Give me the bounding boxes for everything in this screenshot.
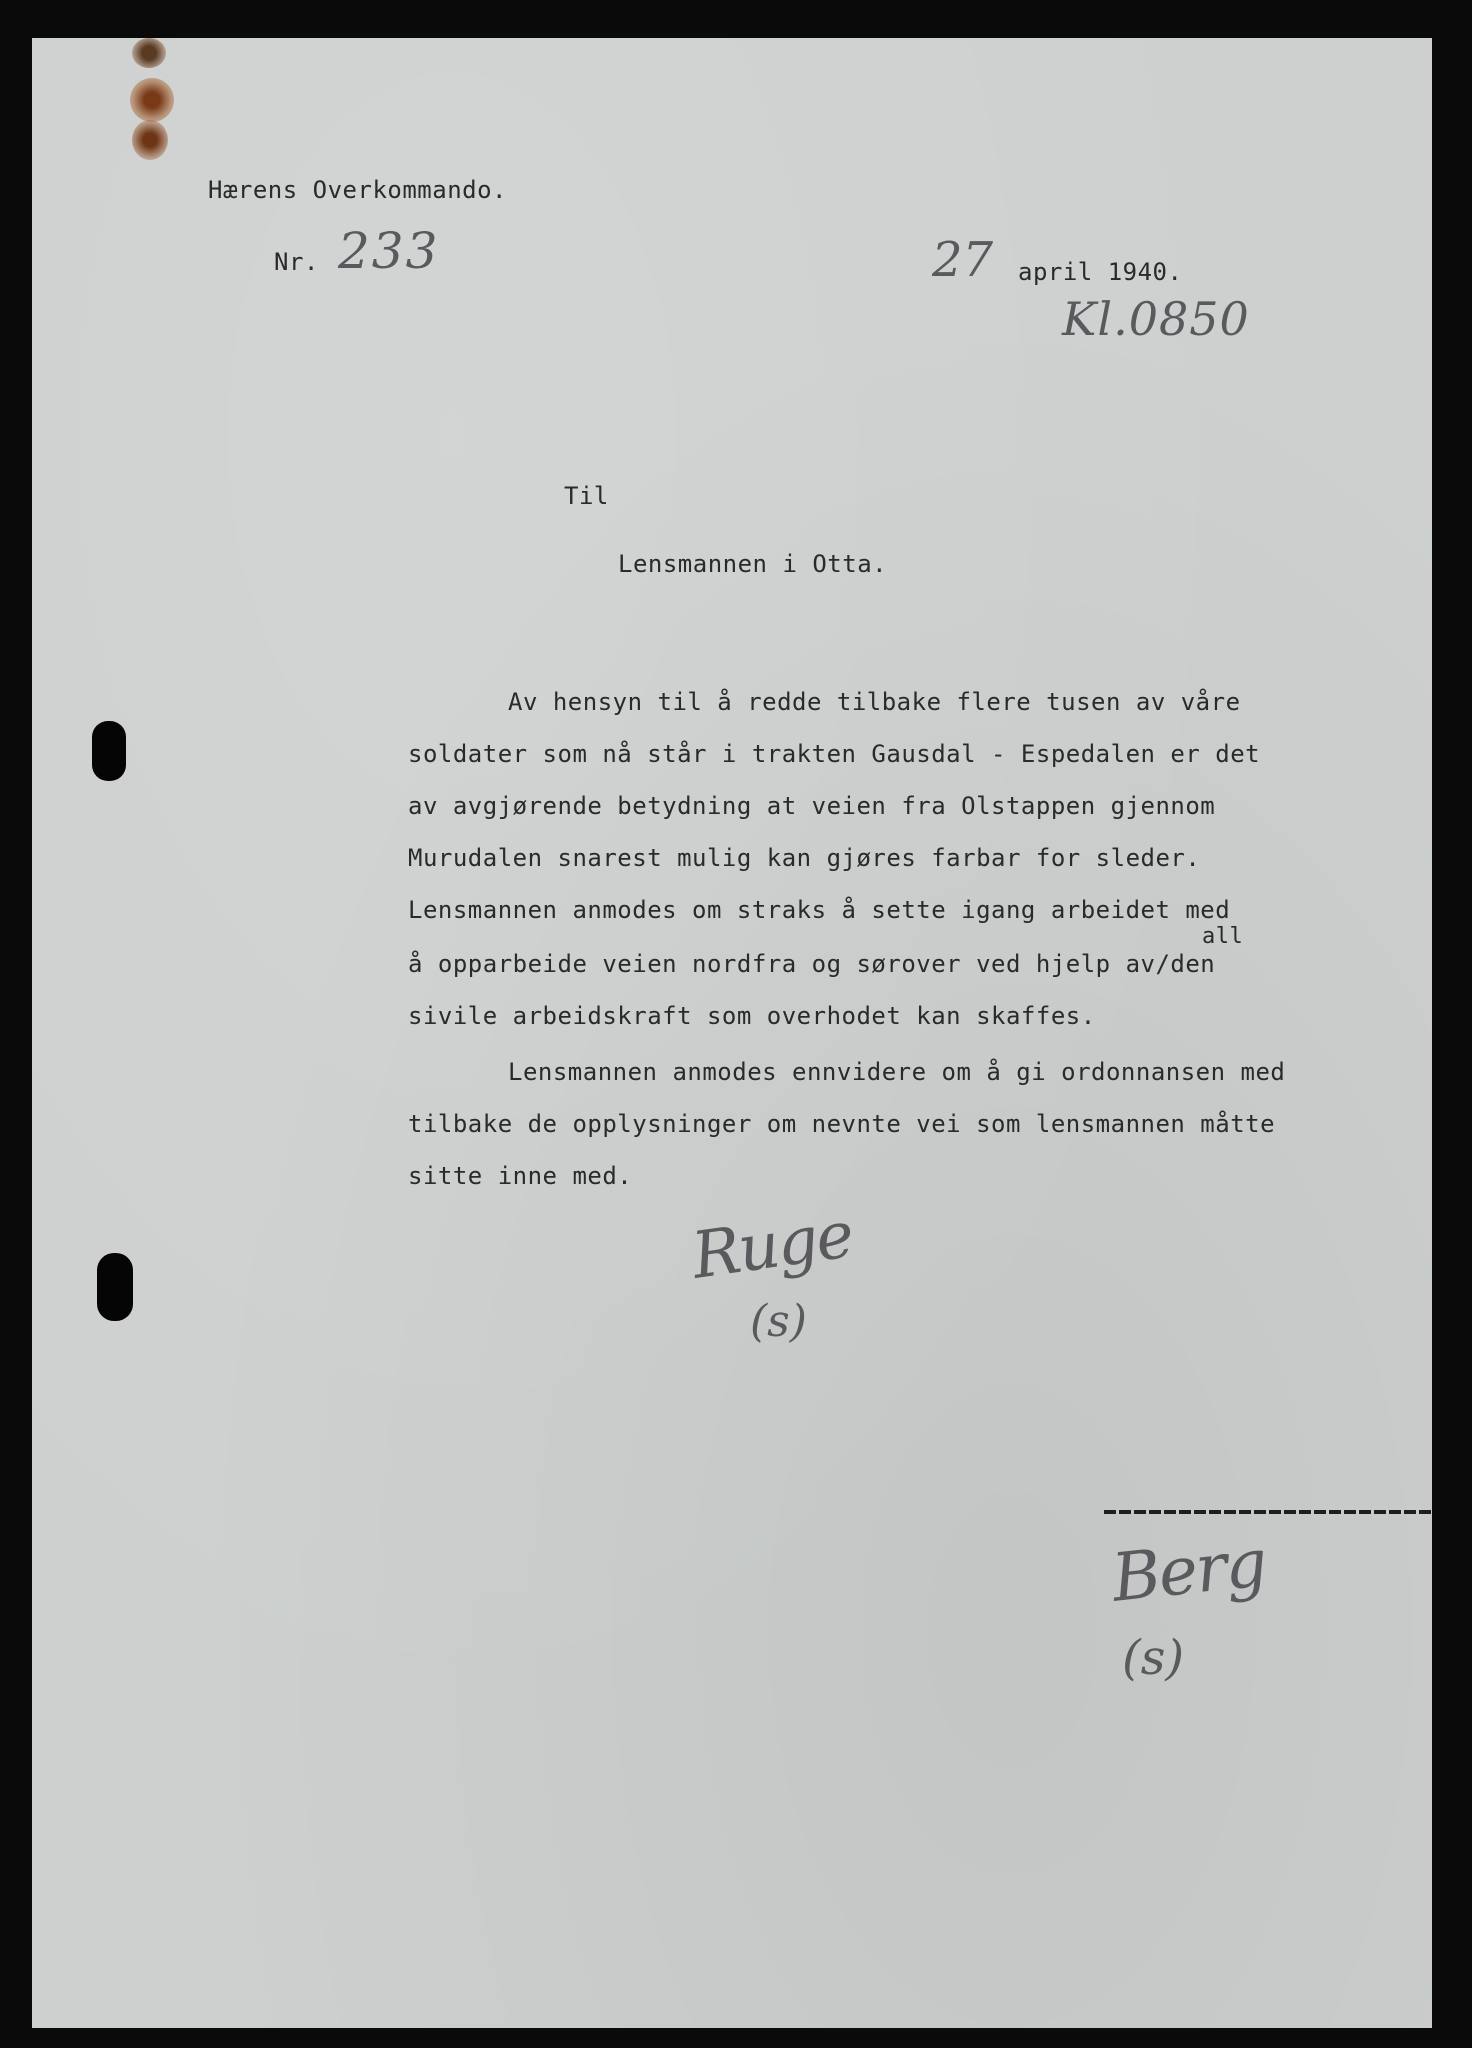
rust-stain: [132, 38, 166, 68]
punch-hole: [97, 1253, 133, 1321]
punch-hole: [92, 721, 126, 781]
body-line: tilbake de opplysninger om nevnte vei som lensmannen måtte: [408, 1110, 1276, 1138]
body-line: soldater som nå står i trakten Gausdal - Espedalen er det: [408, 740, 1261, 768]
number-handwritten: 233: [338, 222, 440, 280]
body-line: sitte inne med.: [408, 1162, 633, 1190]
date-day-handwritten: 27: [932, 232, 994, 288]
body-line: Av hensyn til å redde tilbake flere tusen av våre: [508, 688, 1241, 716]
addressee: Lensmannen i Otta.: [618, 550, 888, 578]
signature-second: Berg: [1108, 1524, 1269, 1617]
signature-first-mark: (s): [750, 1296, 807, 1347]
time-handwritten: Kl.0850: [1062, 292, 1250, 346]
body-line: av avgjørende betydning at veien fra Olstappen gjennom: [408, 792, 1216, 820]
body-line: sivile arbeidskraft som overhodet kan skaffes.: [408, 1002, 1096, 1030]
body-line: å opparbeide veien nordfra og sørover ved hjelp av/den: [408, 950, 1216, 978]
body-line: Murudalen snarest mulig kan gjøres farbar for sleder.: [408, 844, 1201, 872]
body-line: Lensmannen anmodes om straks å sette igang arbeidet med: [408, 896, 1231, 924]
document-page: [32, 38, 1432, 2028]
sender-line: Hærens Overkommando.: [208, 176, 507, 204]
dashed-rule: [1104, 1508, 1432, 1516]
number-label: Nr.: [274, 248, 319, 276]
date-text: april 1940.: [1018, 258, 1183, 286]
to-label: Til: [564, 482, 609, 510]
signature-first: Ruge: [687, 1198, 857, 1294]
body-line: Lensmannen anmodes ennvidere om å gi ordonnansen med: [508, 1058, 1286, 1086]
rust-stain: [132, 120, 168, 160]
signature-second-mark: (s): [1122, 1630, 1185, 1686]
rust-stain: [130, 78, 174, 122]
insertion-text: all: [1202, 924, 1244, 949]
